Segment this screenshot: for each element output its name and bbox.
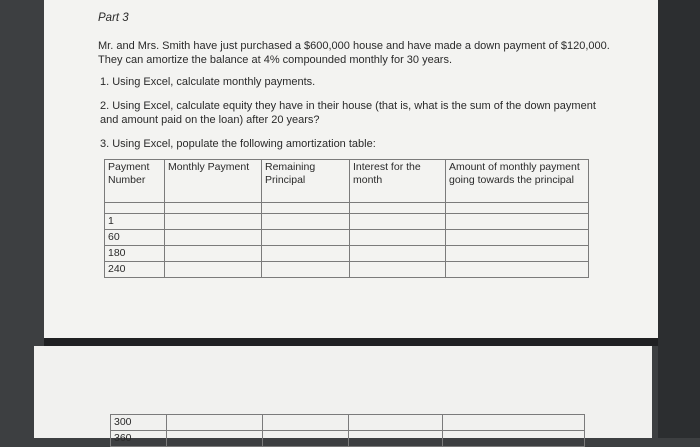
- intro-line-1: Mr. and Mrs. Smith have just purchased a $600,000 house and have made a down payment of $120,000.: [98, 40, 610, 52]
- empty-cell: [350, 214, 446, 230]
- empty-cell: [167, 431, 263, 447]
- payment-number-cell: 300: [111, 415, 167, 431]
- payment-number-cell: 60: [105, 230, 165, 246]
- empty-cell: [446, 230, 589, 246]
- table-row: [105, 230, 589, 246]
- empty-cell: [262, 262, 350, 278]
- empty-cell: [262, 246, 350, 262]
- intro-line-2: They can amortize the balance at 4% compounded monthly for 30 years.: [98, 54, 453, 66]
- empty-cell: [263, 415, 349, 431]
- part-title: Part 3: [98, 12, 129, 24]
- empty-cell: [350, 262, 446, 278]
- payment-number-cell: 360: [111, 431, 167, 447]
- question-2-line-2: and amount paid on the loan) after 20 years?: [100, 114, 320, 126]
- empty-cell: [165, 230, 262, 246]
- empty-cell: [349, 415, 443, 431]
- empty-cell: [349, 431, 443, 447]
- empty-cell: [263, 431, 349, 447]
- empty-cell: [262, 230, 350, 246]
- header-remaining-principal: Remaining Principal: [262, 160, 350, 203]
- empty-cell: [446, 246, 589, 262]
- header-payment-number: Payment Number: [105, 160, 165, 203]
- screen-edge: [658, 0, 700, 438]
- table-row: [105, 246, 589, 262]
- empty-cell: [350, 230, 446, 246]
- payment-number-cell: 1: [105, 214, 165, 230]
- document-page-2: [34, 346, 652, 444]
- table-row: [111, 431, 585, 447]
- question-1: 1. Using Excel, calculate monthly payments.: [100, 76, 316, 88]
- empty-cell: [165, 214, 262, 230]
- table-row: [111, 415, 585, 431]
- empty-cell: [167, 415, 263, 431]
- question-3: 3. Using Excel, populate the following amortization table:: [100, 138, 376, 150]
- page-separator: [44, 338, 658, 346]
- payment-number-cell: 240: [105, 262, 165, 278]
- payment-number-cell: 180: [105, 246, 165, 262]
- empty-cell: [446, 262, 589, 278]
- empty-cell: [165, 246, 262, 262]
- empty-cell: [165, 262, 262, 278]
- empty-cell: [443, 415, 585, 431]
- header-interest: Interest for the month: [350, 160, 446, 203]
- empty-cell: [350, 246, 446, 262]
- empty-cell: [443, 431, 585, 447]
- header-monthly-payment: Monthly Payment: [165, 160, 262, 203]
- amortization-table-continued: [110, 414, 585, 447]
- header-principal-portion: Amount of monthly payment going towards the principal: [446, 160, 589, 203]
- table-row: [105, 214, 589, 230]
- table-row: [105, 262, 589, 278]
- table-spacer-row: [105, 203, 589, 214]
- empty-cell: [446, 214, 589, 230]
- empty-cell: [262, 214, 350, 230]
- question-2-line-1: 2. Using Excel, calculate equity they have in their house (that is, what is the sum of the down payment: [100, 100, 596, 112]
- amortization-table: [104, 159, 589, 278]
- table-header-row: [105, 160, 589, 203]
